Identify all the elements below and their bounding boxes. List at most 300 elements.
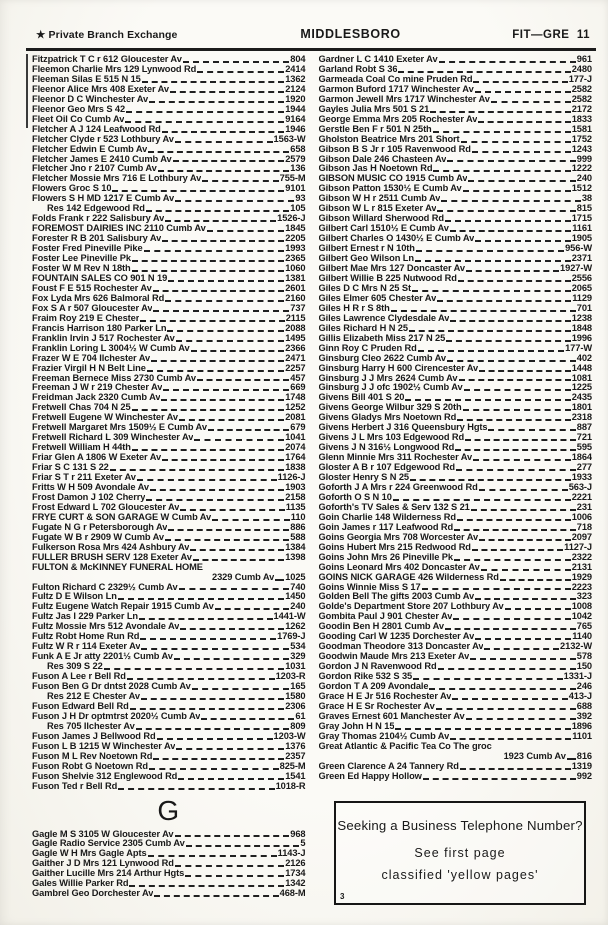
directory-entry [319, 344, 593, 354]
subscriber-name: Fraim Roy 219 E Chester [32, 313, 140, 323]
phone-number: 323 [576, 591, 592, 602]
directory-entry [32, 493, 306, 503]
subscriber-name: Givens Herbert J 316 Queensbury Hgts [318, 423, 488, 433]
subscriber-name: Fleemon Charlie Mrs 129 Lynwood Rd [32, 64, 197, 74]
dash-leader [472, 549, 563, 551]
subscriber-name: 2329 Cumb Av [212, 572, 275, 582]
dash-leader [104, 668, 285, 670]
directory-entry [32, 374, 306, 384]
phone-number: 1448 [571, 362, 592, 373]
directory-entry [32, 622, 306, 632]
phone-number: 1927-W [560, 263, 592, 274]
dash-leader [488, 429, 575, 431]
phone-number: 1993 [285, 243, 306, 254]
directory-entry [319, 174, 593, 184]
directory-entry [319, 75, 593, 85]
phone-number: 1018-R [275, 780, 306, 791]
directory-entry [319, 493, 593, 503]
dash-leader [192, 688, 290, 690]
phone-number: 1946 [285, 123, 306, 134]
dash-leader [153, 310, 289, 312]
subscriber-name: Golden Bell The gifts 2003 Cumb Av [318, 592, 475, 602]
phone-number: 2160 [285, 292, 306, 303]
phone-number: 588 [290, 531, 306, 542]
subscriber-name: Gayles Julia Mrs 501 S 21 [318, 104, 430, 114]
dash-leader [456, 469, 576, 471]
phone-number: 1580 [285, 691, 306, 701]
subscriber-name: Res 705 Ilchester Av [47, 721, 135, 731]
dash-leader [481, 569, 571, 571]
directory-entry [319, 274, 593, 284]
phone-number: 2257 [285, 362, 306, 373]
dash-leader [479, 489, 568, 491]
subscriber-name: Garmon Buford 1717 Winchester Av [318, 84, 474, 94]
directory-column-right [319, 55, 593, 899]
directory-entry [319, 155, 593, 165]
phone-number: 1161 [572, 223, 592, 234]
dash-leader [191, 350, 285, 352]
directory-entry [32, 592, 306, 602]
dash-leader [405, 399, 570, 401]
directory-entry [32, 85, 306, 95]
directory-entry [319, 95, 593, 105]
subscriber-name: Fultz W R r 114 Exeter Av [32, 642, 141, 652]
phone-number: 1222 [571, 163, 592, 174]
subscriber-name: Givens Gladys Mrs Noetown Rd [318, 413, 457, 423]
dash-leader [412, 290, 571, 292]
directory-entry [319, 463, 593, 473]
dash-leader [452, 698, 567, 700]
dash-leader [130, 708, 285, 710]
subscriber-name: Fox S A r 507 Gloucester Av [32, 303, 153, 313]
directory-entry [319, 65, 593, 75]
directory-entry [32, 682, 306, 692]
directory-entry [319, 553, 593, 563]
directory-entry [319, 393, 593, 403]
directory-entry [319, 682, 593, 692]
dash-leader [178, 778, 284, 780]
subscriber-name: Garmeada Coal Co mine Pruden Rd [318, 74, 473, 84]
subscriber-name: Fultz Jas I 229 Parker Ln [32, 612, 139, 622]
dash-leader [500, 579, 571, 581]
phone-number: 1081 [571, 372, 592, 383]
subscriber-name: Goins Hubert Mrs 215 Redwood Rd [318, 542, 471, 552]
directory-entry [319, 742, 593, 752]
dash-leader [194, 439, 284, 441]
dash-leader [454, 559, 571, 561]
subscriber-name: Gaither Lucille Mrs 214 Arthur Hgts [32, 869, 185, 879]
directory-entry [319, 224, 593, 234]
phone-number: 1929 [571, 571, 592, 582]
subscriber-name: Fuson A Lee r Bell Rd [32, 672, 126, 682]
subscriber-name: Foster Lee Pineville Pk [32, 254, 131, 264]
yellow-pages-ad-box [334, 801, 586, 905]
dash-leader [179, 588, 290, 590]
phone-number: 1042 [571, 611, 592, 622]
dash-leader [410, 479, 571, 481]
phone-number: 1126-J [277, 472, 306, 483]
subscriber-name: Gibson B S Jr r 105 Ravenwood Rd [318, 144, 471, 154]
directory-entry-continuation [32, 573, 306, 583]
subscriber-name: Fletcher Clyde r 523 Lothbury Av [32, 134, 174, 144]
subscriber-name: Frazier Virgil H N Belt Line [32, 363, 146, 373]
phone-number: 534 [290, 641, 306, 652]
directory-entry [32, 334, 306, 344]
dash-leader [450, 230, 571, 232]
subscriber-name: GOINS NICK GARAGE 426 Wilderness Rd [318, 572, 499, 582]
subscriber-name: Giles Elmer 605 Chester Av [318, 293, 437, 303]
dash-leader [175, 141, 273, 143]
phone-number: 2471 [285, 352, 306, 363]
phone-number: 956-W [565, 243, 592, 254]
subscriber-name: George Emma Mrs 205 Rochester Av [318, 114, 478, 124]
dash-leader [275, 579, 284, 581]
directory-entry [319, 55, 593, 65]
dash-leader [175, 200, 294, 202]
phone-number: 755-M [279, 173, 306, 184]
directory-entry [319, 583, 593, 593]
phone-number: 1512 [571, 183, 592, 194]
dash-leader [461, 141, 571, 143]
phone-number: 1041 [285, 432, 306, 443]
dash-leader [429, 688, 575, 690]
dash-leader [167, 330, 284, 332]
dash-leader [465, 439, 576, 441]
dash-leader [165, 300, 284, 302]
subscriber-name: Freeman J W r 219 Chester Av [32, 383, 163, 393]
directory-entry [32, 712, 306, 722]
dash-leader [466, 270, 559, 272]
phone-number: 1238 [571, 312, 592, 323]
phone-number: 2131 [571, 561, 592, 572]
ad-headline: Seeking a Business Telephone Number? [337, 818, 583, 833]
directory-entry [32, 383, 306, 393]
subscriber-name: Grace H E Jr 516 Rochester Av [318, 692, 452, 701]
dash-leader [170, 91, 284, 93]
subscriber-name: Green Ed Happy Hollow [318, 771, 422, 781]
phone-number: 1031 [285, 661, 306, 672]
directory-entry [32, 672, 306, 682]
dash-leader [162, 459, 284, 461]
directory-entry [319, 563, 593, 573]
dash-leader [473, 459, 571, 461]
directory-entry [32, 762, 306, 772]
subscriber-name: Givens J N 316½ Longwood Rd [318, 443, 455, 453]
dash-leader [129, 885, 284, 887]
phone-number: 1262 [285, 621, 306, 632]
dash-leader [163, 389, 289, 391]
dash-leader [437, 300, 571, 302]
phone-number: 1225 [571, 382, 592, 393]
phone-number: 1129 [572, 292, 592, 303]
subscriber-name: Fultz Robt Home Run Rd [32, 632, 140, 642]
subscriber-name: Ginsburg Cleo 2622 Cumb Av [318, 353, 446, 363]
phone-number: 1715 [571, 213, 592, 224]
directory-entry [32, 214, 306, 224]
directory-entry [319, 602, 593, 612]
section-header-g: G [157, 794, 181, 826]
directory-entry [32, 224, 306, 234]
phone-number: 61 [295, 710, 306, 721]
subscriber-name: Fletcher James E 2410 Cumb Av [32, 154, 172, 164]
phone-number: 1581 [571, 123, 592, 134]
directory-entry [32, 264, 306, 274]
directory-entry [319, 374, 593, 384]
subscriber-name: Fitzpatrick T C r 612 Gloucester Av [32, 55, 182, 64]
directory-entry [32, 722, 306, 732]
directory-entry [319, 642, 593, 652]
directory-entry [319, 184, 593, 194]
phone-number: 2065 [571, 282, 592, 293]
dash-leader [433, 170, 570, 172]
phone-number: 961 [576, 54, 592, 64]
phone-number: 177-W [565, 342, 592, 353]
directory-entry-continuation [319, 752, 593, 762]
dash-leader [185, 875, 284, 877]
subscriber-name: Goodman Theodore 313 Doncaster Av [318, 642, 484, 652]
directory-entry [319, 413, 593, 423]
directory-entry [319, 612, 593, 622]
dash-leader [455, 449, 576, 451]
directory-entry [32, 184, 306, 194]
dash-leader [459, 379, 571, 381]
directory-entry [319, 722, 593, 732]
dash-leader [468, 180, 575, 182]
directory-entry [32, 473, 306, 483]
phone-number: 38 [581, 193, 592, 204]
phone-number: 1243 [571, 143, 592, 154]
dash-leader [450, 738, 571, 740]
phone-number: 669 [290, 382, 306, 393]
dash-leader [413, 678, 563, 680]
phone-number: 740 [290, 581, 306, 592]
directory-entry [319, 453, 593, 463]
phone-number: 1025 [285, 571, 306, 582]
dash-leader [457, 519, 571, 521]
directory-entry [319, 692, 593, 702]
dash-leader [174, 658, 289, 660]
phone-number: 165 [290, 681, 306, 692]
subscriber-name: Ginsburg J J ofc 1902½ Cumb Av [318, 383, 463, 393]
directory-entry [32, 859, 306, 869]
directory-column-left [32, 55, 306, 899]
dash-leader [422, 588, 571, 590]
subscriber-name: Fritts W H 509 Avondale Av [32, 482, 149, 492]
subscriber-name: Gloster A B r 107 Edgewood Rd [318, 463, 455, 473]
phone-number: 110 [290, 511, 306, 522]
dash-leader [437, 210, 575, 212]
dash-leader [141, 648, 289, 650]
dash-leader [202, 180, 278, 182]
phone-number: 816 [576, 750, 592, 761]
phone-number: 2322 [571, 551, 592, 562]
subscriber-name: Gibson Dale 246 Chasteen Av [318, 154, 447, 164]
phone-number: 1903 [285, 481, 306, 492]
subscriber-name: Franklin Loring L 3004½ W Cumb Av [32, 343, 190, 353]
phone-number: 721 [576, 432, 592, 443]
phone-number: 392 [576, 710, 592, 721]
phone-number: 968 [290, 828, 306, 839]
phone-number: 231 [576, 501, 592, 512]
dash-leader [212, 519, 290, 521]
page-range [440, 29, 590, 41]
directory-entry [319, 662, 593, 672]
directory-entry [319, 294, 593, 304]
dash-leader [445, 220, 571, 222]
dash-leader [201, 718, 294, 720]
dash-leader [154, 895, 278, 897]
directory-entry [32, 513, 306, 523]
dash-leader [441, 200, 581, 202]
phone-number: 2223 [571, 581, 592, 592]
dash-leader [146, 210, 289, 212]
directory-entry [32, 364, 306, 374]
subscriber-name: FULTON & McKINNEY FUNERAL HOME [32, 562, 203, 572]
subscriber-name: Fretwell Eugene W Winchester Av [32, 413, 178, 423]
phone-number: 2088 [285, 322, 306, 333]
subscriber-name: FOUNTAIN SALES CO 901 N 19 [32, 273, 168, 283]
dash-leader [393, 499, 571, 501]
directory-entry [319, 383, 593, 393]
subscriber-name: Flowers S H MD 1217 E Cumb Av [32, 194, 175, 204]
directory-entry [32, 284, 306, 294]
subscriber-name: Giles Richard H N 25 [318, 323, 408, 333]
subscriber-name: Folds Frank r 222 Salisbury Av [32, 214, 165, 224]
directory-entry [319, 622, 593, 632]
dash-leader [149, 101, 284, 103]
phone-number: 578 [576, 651, 592, 662]
phone-number: 1319 [571, 760, 592, 771]
phone-number: 595 [576, 442, 592, 453]
ad-line-3: classified 'yellow pages' [381, 868, 539, 882]
phone-number: 2601 [285, 282, 306, 293]
subscriber-name: Gagle W H Mrs Gagle Apts [32, 849, 147, 859]
directory-entry [32, 194, 306, 204]
directory-entry [32, 423, 306, 433]
phone-number: 809 [290, 720, 306, 731]
dash-leader [475, 638, 571, 640]
dash-leader [197, 71, 284, 73]
dash-leader [126, 111, 284, 113]
phone-number: 240 [576, 173, 592, 184]
subscriber-name: Gilbert Geo Wilson Ln [318, 254, 414, 264]
dash-leader [168, 280, 284, 282]
subscriber-name: Givens Bill 401 S 20 [318, 393, 405, 403]
directory-entry [32, 869, 306, 879]
phone-number: 887 [576, 422, 592, 433]
phone-number: 2081 [285, 412, 306, 423]
subscriber-name: Foster Fred Pineville Pike [32, 244, 143, 254]
subscriber-name: Fugate N G r Petersborough Av [32, 522, 168, 532]
subscriber-name: Gagle Radio Service 2305 Cumb Av [32, 839, 185, 849]
directory-entry [32, 403, 306, 413]
directory-entry [319, 214, 593, 224]
directory-entry [319, 762, 593, 772]
subscriber-name: Goins Leonard Mrs 402 Doncaster Av [318, 562, 480, 572]
phone-number: 2097 [571, 531, 592, 542]
dash-leader [153, 290, 285, 292]
dash-leader [132, 260, 284, 262]
phone-number: 150 [576, 661, 592, 672]
directory-entry [319, 244, 593, 254]
directory-entry [319, 204, 593, 214]
phone-number: 2556 [571, 272, 592, 283]
subscriber-name: Gooding Carl W 1235 Dorchester Av [318, 632, 475, 642]
directory-entry [319, 135, 593, 145]
subscriber-name: Gilbert Charles O 1430½ E Cumb Av [318, 234, 475, 244]
directory-entry [32, 105, 306, 115]
subscriber-name: Goins John Mrs 26 Pineville Pk [318, 552, 453, 562]
dash-leader [505, 608, 571, 610]
phone-number: 1376 [285, 740, 306, 751]
dash-leader [157, 738, 273, 740]
subscriber-name: Fultz Mossie Mrs 512 Avondale Av [32, 622, 180, 632]
dash-leader [148, 855, 277, 857]
phone-number: 1143-J [277, 848, 306, 859]
subscriber-name: Goins Georgia Mrs 708 Worcester Av [318, 532, 479, 542]
pbx-note: ★ Private Branch Exchange [36, 29, 178, 41]
dash-leader [176, 340, 284, 342]
subscriber-name: Fuson Edward Bell Rd [32, 701, 129, 711]
phone-number: 2579 [285, 153, 306, 164]
ad-corner-mark: 3 [340, 892, 345, 901]
phone-number: 2306 [285, 700, 306, 711]
subscriber-name: Goodin Ben H 2801 Cumb Av [318, 622, 444, 632]
subscriber-name: Frost Edward L 702 Gloucester Av [32, 502, 180, 512]
dash-leader [473, 81, 567, 83]
directory-entry [319, 652, 593, 662]
phone-number: 688 [576, 700, 592, 711]
phone-number: 999 [576, 153, 592, 164]
directory-entry [319, 145, 593, 155]
dash-leader [447, 360, 576, 362]
subscriber-name: Gordon J N Ravenwood Rd [318, 662, 437, 672]
subscriber-name: Garmon Jewell Mrs 1717 Winchester Av [318, 94, 490, 104]
phone-number: 1203-R [275, 671, 306, 682]
directory-entry [32, 879, 306, 889]
phone-number: 1384 [285, 541, 306, 552]
directory-entry [32, 732, 306, 742]
directory-entry [319, 672, 593, 682]
directory-entry [32, 839, 306, 849]
dash-leader [478, 121, 570, 123]
directory-entry [32, 174, 306, 184]
directory-entry [32, 612, 306, 622]
phone-number: 815 [576, 203, 592, 214]
subscriber-name: Gray Thomas 2104½ Cumb Av [318, 731, 450, 741]
page-header [36, 27, 590, 41]
subscriber-name: Goins Winnie Miss S 17 [318, 582, 421, 592]
directory-entry [319, 573, 593, 583]
phone-number: 804 [290, 54, 306, 64]
dash-leader [457, 419, 570, 421]
subscriber-name: Fuson James J Bellwood Rd [32, 731, 156, 741]
subscriber-name: Fretwell Chas 704 N 25 [32, 403, 131, 413]
phone-number: 701 [576, 302, 592, 313]
phone-number: 105 [290, 203, 306, 214]
dash-leader [118, 788, 274, 790]
directory-entry [319, 194, 593, 204]
phone-number: 136 [290, 163, 306, 174]
subscriber-name: Garland Robt S 36 [318, 64, 398, 74]
dash-leader [438, 668, 576, 670]
subscriber-name: Giles H R r S 8th [318, 303, 390, 313]
phone-number: 1135 [285, 501, 306, 512]
subscriber-name: Friar Glen A 1806 W Exeter Av [32, 453, 162, 463]
dash-leader [148, 151, 289, 153]
subscriber-name: Green Clarence A 24 Tannery Rd [318, 761, 459, 771]
subscriber-name: Ginsburg Harry H 600 Cirencester Av [318, 363, 479, 373]
